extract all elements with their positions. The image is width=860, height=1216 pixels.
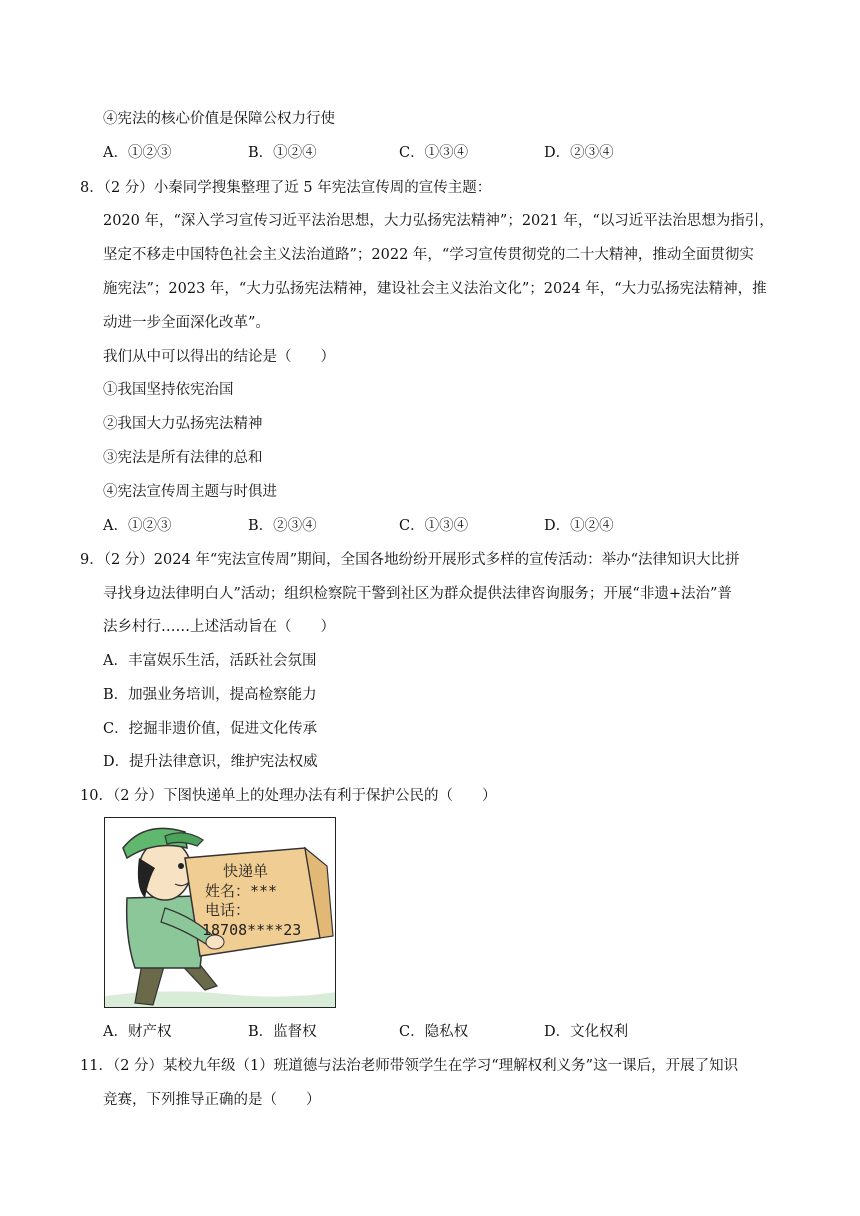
q8-item-3: ③宪法是所有法律的总和 — [103, 450, 263, 466]
q8-option-c[interactable]: C．①③④ — [399, 518, 469, 534]
q10-option-d[interactable]: D．文化权利 — [544, 1024, 629, 1040]
q8-ask: 我们从中可以得出的结论是（ ） — [103, 349, 335, 365]
q11-stem-line-2: 竞赛，下列推导正确的是（ ） — [103, 1092, 321, 1108]
q8-item-2: ②我国大力弘扬宪法精神 — [103, 416, 263, 432]
q9-stem-line-2: 寻找身边法律明白人”活动；组织检察院干警到社区为群众提供法律咨询服务；开展“非遗+法治”普 — [103, 586, 732, 602]
q7-option-c[interactable]: C．①③④ — [399, 145, 469, 161]
q10-option-b[interactable]: B．监督权 — [248, 1024, 317, 1040]
q7-option-b[interactable]: B．①②④ — [248, 145, 317, 161]
q8-option-d[interactable]: D．①②④ — [544, 518, 614, 534]
q7-option-a[interactable]: A．①②③ — [103, 145, 172, 161]
q9-stem-line-3: 法乡村行……上述活动旨在（ ） — [103, 619, 335, 635]
q8-para-line-2: 坚定不移走中国特色社会主义法治道路”；2022 年，“学习宣传贯彻党的二十大精神，推动全面贯彻实 — [103, 247, 754, 263]
q9-option-a[interactable]: A．丰富娱乐生活，活跃社会氛围 — [103, 653, 317, 669]
q7-option-d[interactable]: D．②③④ — [544, 145, 614, 161]
q8-item-1: ①我国坚持依宪治国 — [103, 382, 234, 398]
waybill-phone-label: 电话： — [205, 901, 251, 919]
courier-drawing — [105, 818, 336, 1008]
q8-option-a[interactable]: A．①②③ — [103, 518, 172, 534]
q9-option-d[interactable]: D．提升法律意识，维护宪法权威 — [103, 754, 318, 770]
q9-option-b[interactable]: B．加强业务培训，提高检察能力 — [103, 687, 317, 703]
q8-item-4: ④宪法宣传周主题与时俱进 — [103, 484, 277, 500]
q8-option-b[interactable]: B．②③④ — [248, 518, 317, 534]
q10-option-c[interactable]: C．隐私权 — [399, 1024, 469, 1040]
q9-option-c[interactable]: C．挖掘非遗价值，促进文化传承 — [103, 721, 318, 737]
q8-stem: 8．（2 分）小秦同学搜集整理了近 5 年宪法宣传周的宣传主题： — [80, 180, 492, 196]
q8-para-line-1: 2020 年，“深入学习宣传习近平法治思想，大力弘扬宪法精神”；2021 年，“以习近平法治思想为指引， — [103, 213, 774, 229]
courier-illustration — [104, 817, 336, 1008]
waybill-name: 姓名：*** — [205, 882, 278, 900]
waybill-title: 快递单 — [223, 862, 269, 880]
q8-para-line-3: 施宪法”；2023 年，“大力弘扬宪法精神，建设社会主义法治文化”；2024 年，“大力弘扬宪法精神，推 — [103, 281, 767, 297]
q7-item-4: ④宪法的核心价值是保障公权力行使 — [103, 111, 335, 127]
q11-stem-line-1: 11．（2 分）某校九年级（1）班道德与法治老师带领学生在学习“理解权利义务”这一课后，开展了知识 — [80, 1058, 739, 1074]
q9-stem-line-1: 9．（2 分）2024 年“宪法宣传周”期间，全国各地纷纷开展形式多样的宣传活动：举办“法律知识大比拼 — [80, 552, 740, 568]
q10-option-a[interactable]: A．财产权 — [103, 1024, 172, 1040]
q10-stem: 10．（2 分）下图快递单上的处理办法有利于保护公民的（ ） — [80, 788, 497, 804]
waybill-phone-number: 18708****23 — [202, 921, 302, 939]
q8-para-line-4: 动进一步全面深化改革”。 — [103, 315, 270, 331]
